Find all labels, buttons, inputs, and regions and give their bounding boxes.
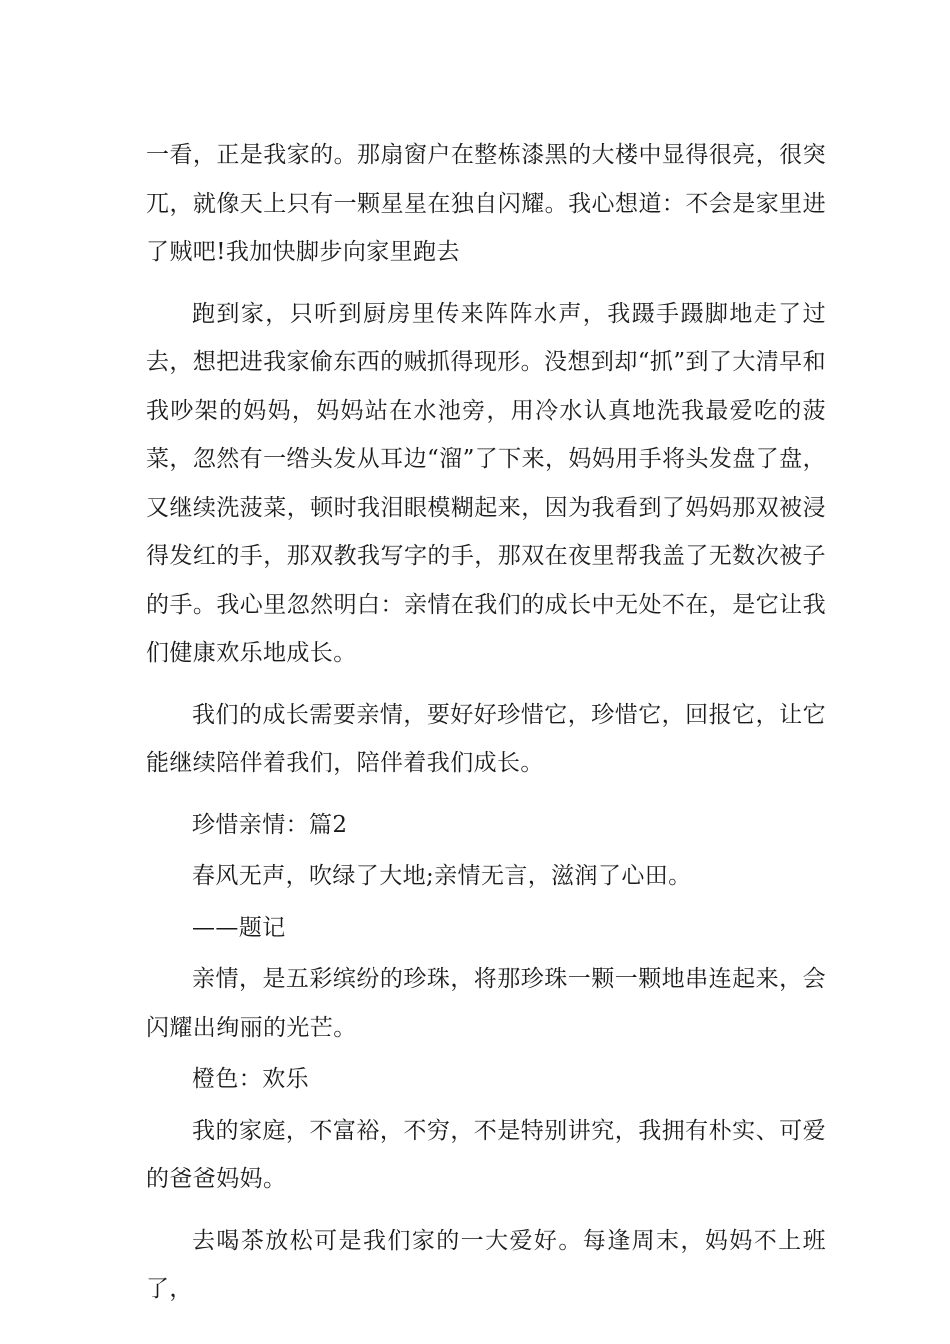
paragraph-3: 我们的成长需要亲情，要好好珍惜它，珍惜它，回报它，让它能继续陪伴着我们，陪伴着我们成长。 (146, 701, 826, 776)
section-heading: 珍惜亲情：篇2 (192, 811, 348, 838)
paragraph-6: 去喝茶放松可是我们家的一大爱好。每逢周末，妈妈不上班了， (146, 1227, 826, 1302)
paragraph-2: 跑到家，只听到厨房里传来阵阵水声，我蹑手蹑脚地走了过去，想把进我家偷东西的贼抓得现形。没想到却“抓”到了大清早和我吵架的妈妈，妈妈站在水池旁，用冷水认真地洗我最爱吃的菠菜，忽然有一绺头发从耳边“溜”了下来，妈妈用手将头发盘了盘，又继续洗菠菜，顿时我泪眼模糊起来，因为我看到了妈妈那双被浸得发红的手，那双教我写字的手，那双在夜里帮我盖了无数次被子的手。我心里忽然明白：亲情在我们的成长中无处不在，是它让我们健康欢乐地成长。 (146, 300, 826, 666)
paragraph-1: 一看，正是我家的。那扇窗户在整栋漆黑的大楼中显得很亮，很突兀，就像天上只有一颗星星在独自闪耀。我心想道：不会是家里进了贼吧!我加快脚步向家里跑去 (146, 142, 826, 265)
document-body (146, 131, 826, 1327)
subheading-orange: 橙色：欢乐 (192, 1066, 309, 1092)
epigraph: 春风无声，吹绿了大地;亲情无言，滋润了心田。 (192, 863, 692, 889)
paragraph-5: 我的家庭，不富裕，不穷，不是特别讲究，我拥有朴实、可爱的爸爸妈妈。 (146, 1117, 826, 1192)
paragraph-4: 亲情，是五彩缤纷的珍珠，将那珍珠一颗一颗地串连起来，会闪耀出绚丽的光芒。 (146, 966, 826, 1041)
epigraph-attribution: ——题记 (192, 914, 286, 941)
